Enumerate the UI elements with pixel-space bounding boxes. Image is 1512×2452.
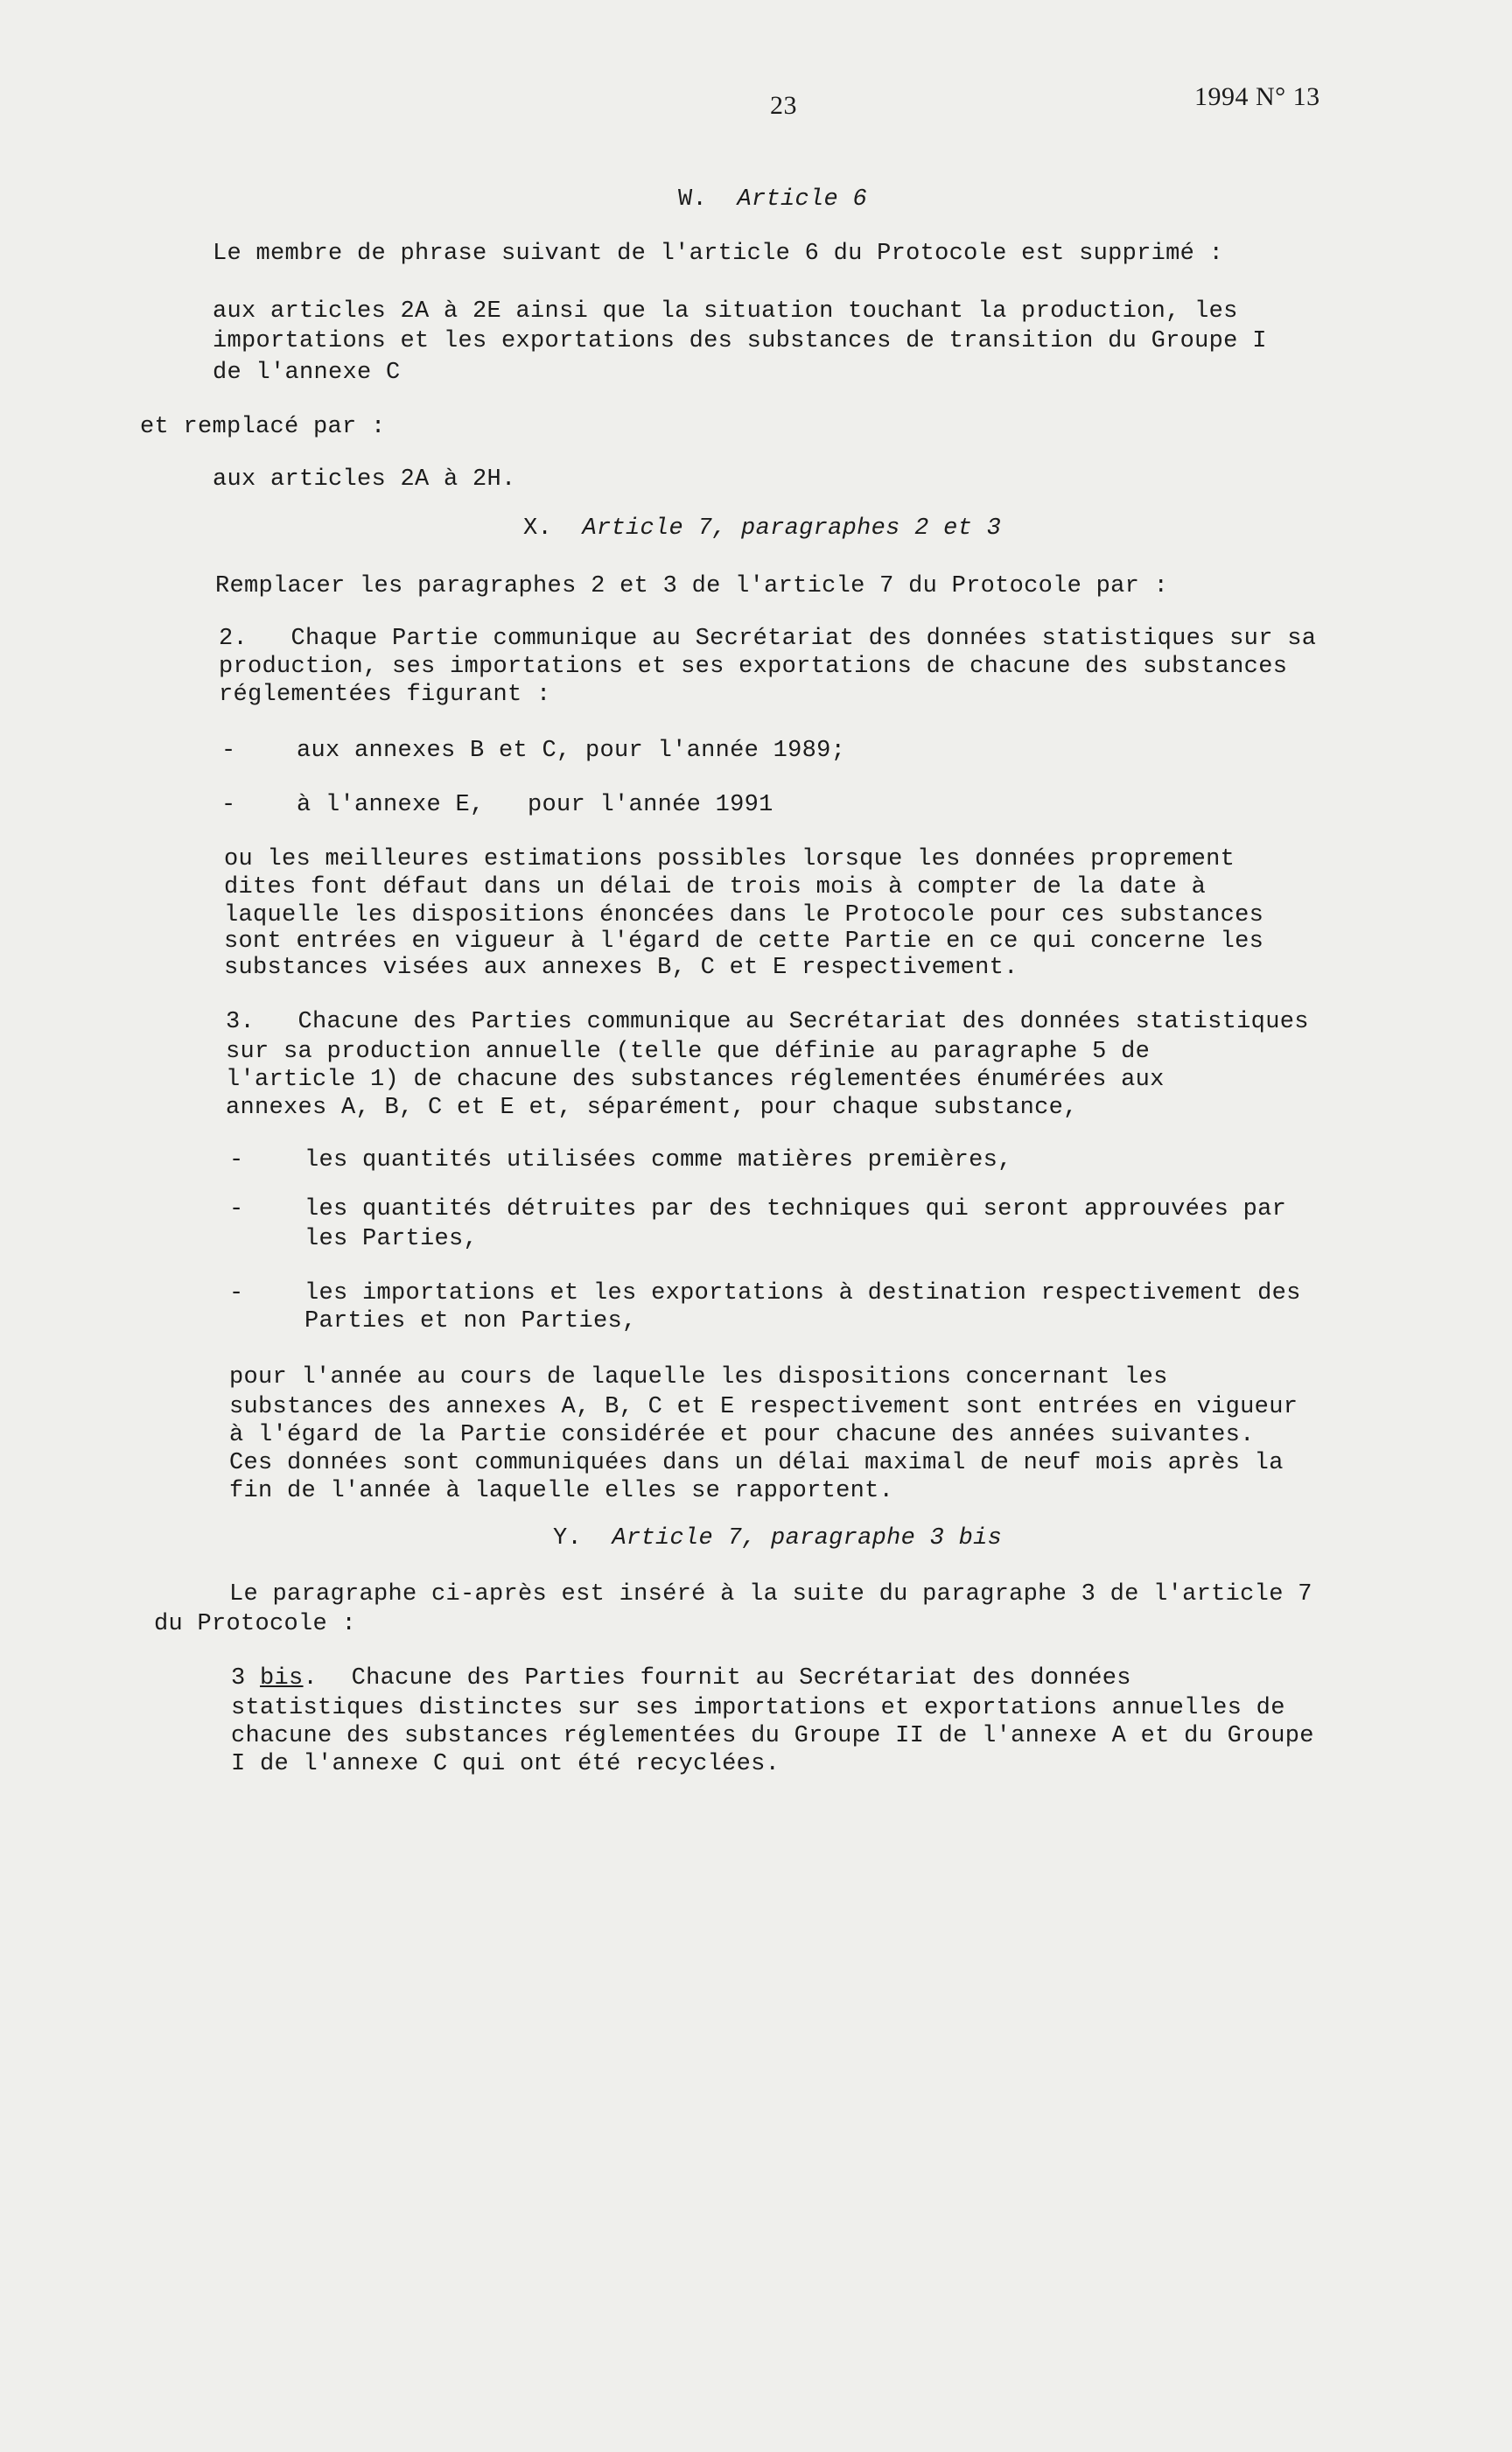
section-x-intro: Remplacer les paragraphes 2 et 3 de l'article 7 du Protocole par : (215, 573, 1169, 599)
dash-item-text: aux annexes B et C, pour l'année 1989; (297, 738, 846, 764)
dash-marker: - (221, 792, 236, 818)
section-y-heading (553, 1523, 1002, 1554)
section-w-letter: W. (678, 186, 708, 213)
para3-cont-line-1: pour l'année au cours de laquelle les dispositions concernant les (229, 1364, 1168, 1391)
para3-line-4: annexes A, B, C et E et, séparément, pour chaque substance, (226, 1095, 1078, 1121)
para3bis-line-2: statistiques distinctes sur ses importations et exportations annuelles de (231, 1695, 1285, 1721)
para2-line-2: production, ses importations et ses exportations de chacune des substances (219, 654, 1288, 680)
section-y-letter: Y. (553, 1525, 583, 1552)
section-w-replaced-by: et remplacé par : (140, 414, 386, 440)
para2-dash-item-2 (221, 789, 774, 821)
section-w-title: Article 6 (737, 186, 868, 213)
dash-marker: - (229, 1147, 244, 1173)
para3-line-3: l'article 1) de chacune des substances réglementées énumérées aux (226, 1067, 1165, 1093)
para3bis-line-1: 3 bis. Chacune des Parties fournit au Secrétariat des données (231, 1665, 1131, 1692)
para3bis-line-3: chacune des substances réglementées du Groupe II de l'annexe A et du Groupe (231, 1723, 1314, 1749)
page-number: 23 (770, 91, 797, 120)
para2-cont-line-4: sont entrées en vigueur à l'égard de cette Partie en ce qui concerne les (224, 928, 1264, 955)
para3-cont-line-5: fin de l'année à laquelle elles se rapportent. (229, 1478, 894, 1504)
para3-dash-item-3 (229, 1278, 1301, 1309)
para3-line-1: 3. Chacune des Parties communique au Secrétariat des données statistiques (226, 1009, 1309, 1035)
para2-line-1: 2. Chaque Partie communique au Secrétariat des données statistiques sur sa (219, 626, 1317, 652)
dash-item-text: à l'annexe E, pour l'année 1991 (297, 792, 774, 818)
dash-item-text: les importations et les exportations à destination respectivement des (304, 1280, 1301, 1307)
section-y-intro-line-2: du Protocole : (154, 1611, 357, 1637)
section-x-heading (523, 513, 1001, 544)
section-w-new-text: aux articles 2A à 2H. (213, 466, 516, 493)
para2-cont-line-1: ou les meilleures estimations possibles lorsque les données proprement (224, 846, 1236, 872)
para2-cont-line-2: dites font défaut dans un délai de trois mois à compter de la date à (224, 874, 1207, 900)
section-x-letter: X. (523, 515, 553, 542)
dash-item-text: les quantités utilisées comme matières premières, (304, 1147, 1012, 1173)
section-w-deleted-line-2: importations et les exportations des substances de transition du Groupe I (213, 328, 1267, 354)
section-w-intro: Le membre de phrase suivant de l'article 6 du Protocole est supprimé : (213, 241, 1224, 267)
para2-line-3: réglementées figurant : (219, 682, 551, 708)
para2-cont-line-3: laquelle les dispositions énoncées dans le Protocole pour ces substances (224, 902, 1264, 928)
para3-cont-line-2: substances des annexes A, B, C et E respectivement sont entrées en vigueur (229, 1394, 1298, 1420)
section-w-deleted-line-1: aux articles 2A à 2E ainsi que la situation touchant la production, les (213, 298, 1238, 325)
para3-dash-item-2 (229, 1194, 1287, 1225)
section-x-title: Article 7, paragraphes 2 et 3 (582, 515, 1002, 542)
para3-dash-item-1 (229, 1145, 1012, 1176)
dash-marker: - (229, 1280, 244, 1307)
dash-marker: - (229, 1196, 244, 1222)
section-w-deleted-line-3: de l'annexe C (213, 360, 401, 386)
dash-item-text: les quantités détruites par des techniques qui seront approuvées par (304, 1196, 1287, 1222)
para3-dash-item-2-cont: les Parties, (304, 1226, 479, 1252)
para3-dash-item-3-cont: Parties et non Parties, (304, 1308, 637, 1335)
para3bis-number: 3 (231, 1665, 246, 1692)
section-w-heading (678, 184, 867, 215)
para3bis-text: Chacune des Parties fournit au Secrétariat des données (351, 1665, 1131, 1692)
section-y-title: Article 7, paragraphe 3 bis (612, 1525, 1003, 1552)
section-y-intro-line-1: Le paragraphe ci-après est inséré à la suite du paragraphe 3 de l'article 7 (229, 1581, 1312, 1608)
para3bis-suffix: bis (260, 1665, 304, 1692)
para2-cont-line-5: substances visées aux annexes B, C et E respectivement. (224, 955, 1018, 981)
para3-cont-line-3: à l'égard de la Partie considérée et pour chacune des années suivantes. (229, 1422, 1255, 1448)
para3-line-2: sur sa production annuelle (telle que définie au paragraphe 5 de (226, 1039, 1151, 1065)
dash-marker: - (221, 738, 236, 764)
issue-number: 1994 N° 13 (1194, 82, 1320, 111)
para2-dash-item-1 (221, 735, 846, 767)
para3bis-line-4: I de l'annexe C qui ont été recyclées. (231, 1751, 780, 1777)
para3-cont-line-4: Ces données sont communiquées dans un délai maximal de neuf mois après la (229, 1450, 1284, 1476)
